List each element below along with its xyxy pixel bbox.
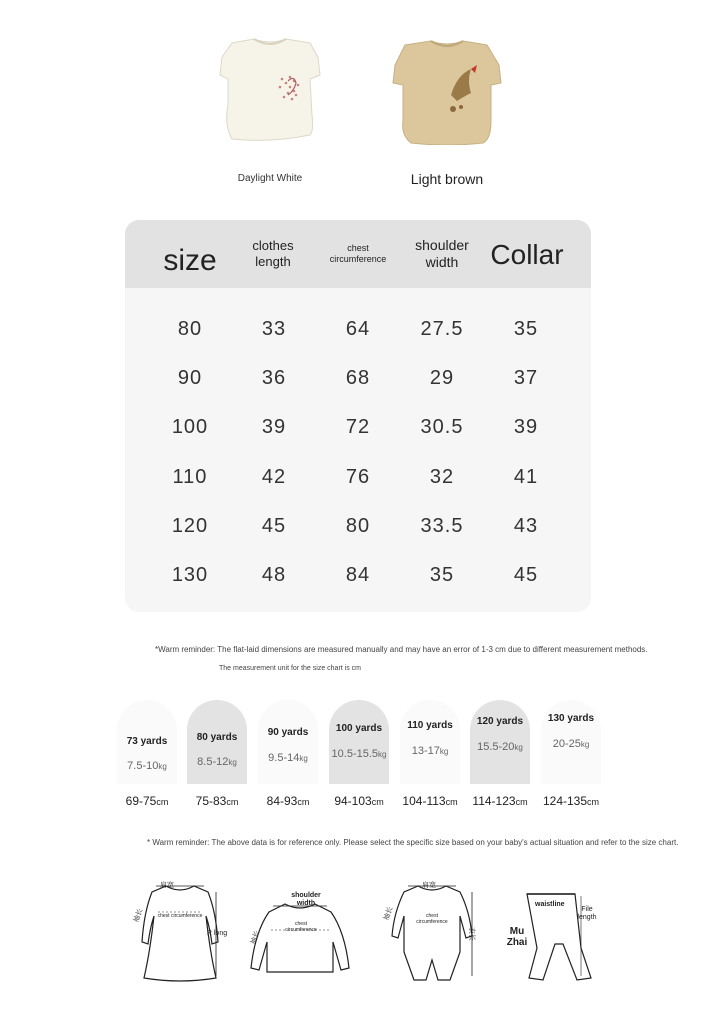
cell-chest: 80 bbox=[345, 515, 371, 537]
shoulder-label: 肩宽 bbox=[422, 882, 436, 889]
table-row bbox=[125, 514, 591, 563]
measurement-reminder: *Warm reminder: The flat-laid dimensions are measured manually and may have an error of 1-3 cm due to different measurement methods. bbox=[155, 645, 648, 654]
height-range: 94-103cm bbox=[334, 794, 384, 808]
table-row bbox=[125, 415, 591, 464]
reference-reminder: * Warm reminder: The above data is for reference only. Please select the specific size based on your baby's actual situation and refer to the size chart. bbox=[147, 838, 679, 847]
cell-shoulder: 33.5 bbox=[420, 515, 464, 537]
header-chest-circumference: chest circumference bbox=[329, 242, 387, 264]
size-card-80[interactable] bbox=[187, 700, 247, 784]
card-yards: 110 yards bbox=[407, 720, 453, 731]
cell-size: 100 bbox=[171, 416, 209, 438]
cell-clothes-length: 39 bbox=[261, 416, 287, 438]
card-yards: 90 yards bbox=[267, 727, 309, 738]
product-daylight-white[interactable] bbox=[200, 35, 340, 184]
chest-label: chest circumference bbox=[416, 913, 448, 925]
cell-size: 80 bbox=[177, 318, 203, 340]
size-table bbox=[125, 220, 591, 612]
cell-collar: 45 bbox=[513, 564, 539, 586]
dress-diagram bbox=[130, 872, 230, 987]
sleeve-label: 袖长 bbox=[382, 905, 395, 922]
card-yards: 73 yards bbox=[126, 736, 168, 747]
cell-clothes-length: 36 bbox=[261, 367, 287, 389]
length-label: File length bbox=[577, 906, 597, 921]
cell-shoulder: 27.5 bbox=[420, 318, 464, 340]
sweater-diagram bbox=[245, 872, 355, 982]
cell-collar: 35 bbox=[513, 318, 539, 340]
romper-diagram bbox=[380, 872, 480, 987]
cell-shoulder: 30.5 bbox=[420, 416, 464, 438]
card-weight: 15.5-20kg bbox=[477, 741, 523, 753]
cell-size: 130 bbox=[171, 564, 209, 586]
size-card-90[interactable] bbox=[258, 700, 318, 784]
table-header bbox=[125, 220, 591, 288]
card-yards: 130 yards bbox=[547, 713, 595, 724]
card-weight: 7.5-10kg bbox=[127, 760, 167, 772]
header-clothes-length: clothes length bbox=[252, 237, 294, 269]
cell-size: 110 bbox=[172, 466, 208, 488]
chest-label: chest circumference bbox=[157, 913, 203, 919]
height-range: 84-93cm bbox=[266, 794, 310, 808]
cell-shoulder: 32 bbox=[429, 466, 455, 488]
card-weight: 8.5-12kg bbox=[197, 756, 237, 768]
card-yards: 80 yards bbox=[196, 732, 238, 743]
cell-size: 90 bbox=[177, 367, 203, 389]
cell-chest: 64 bbox=[345, 318, 371, 340]
cell-collar: 37 bbox=[513, 367, 539, 389]
header-size: size bbox=[163, 244, 217, 278]
height-range: 114-123cm bbox=[472, 794, 528, 808]
cell-clothes-length: 45 bbox=[261, 515, 287, 537]
table-row bbox=[125, 366, 591, 415]
cell-collar: 43 bbox=[513, 515, 539, 537]
height-range: 104-113cm bbox=[402, 794, 458, 808]
cell-clothes-length: 33 bbox=[261, 318, 287, 340]
sleeve-label: 袖长 bbox=[132, 907, 145, 924]
table-row bbox=[125, 465, 591, 514]
card-yards: 120 yards bbox=[476, 716, 524, 727]
cell-chest: 72 bbox=[345, 416, 371, 438]
product-light-brown[interactable] bbox=[377, 35, 517, 187]
size-card-110[interactable] bbox=[400, 700, 460, 784]
unit-note: The measurement unit for the size chart is cm bbox=[219, 665, 361, 672]
size-card-130[interactable] bbox=[541, 700, 601, 784]
pants-diagram bbox=[505, 872, 600, 987]
crotch-label: Mu Zhai bbox=[506, 926, 528, 948]
length-label: 衣长 bbox=[467, 926, 475, 941]
shoulder-width-label: shoulder width bbox=[291, 892, 321, 907]
cell-collar: 39 bbox=[513, 416, 539, 438]
card-yards: 100 yards bbox=[335, 723, 383, 734]
size-card-73[interactable] bbox=[117, 700, 177, 784]
size-card-120[interactable] bbox=[470, 700, 530, 784]
cell-collar: 41 bbox=[513, 466, 539, 488]
chest-label: chest circumference bbox=[285, 921, 317, 933]
header-collar: Collar bbox=[490, 238, 564, 270]
cell-clothes-length: 48 bbox=[261, 564, 287, 586]
card-weight: 9.5-14kg bbox=[268, 752, 308, 764]
height-range: 75-83cm bbox=[195, 794, 239, 808]
product-caption: Daylight White bbox=[237, 173, 303, 184]
sleeve-label: 袖长 bbox=[249, 929, 262, 946]
product-caption: Light brown bbox=[410, 171, 484, 187]
card-weight: 10.5-15.5kg bbox=[331, 748, 387, 760]
brown-tshirt-image bbox=[387, 35, 507, 145]
waistline-label: waistline bbox=[535, 901, 565, 908]
cell-clothes-length: 42 bbox=[261, 466, 287, 488]
size-card-100[interactable] bbox=[329, 700, 389, 784]
height-range: 124-135cm bbox=[542, 794, 600, 808]
table-row bbox=[125, 317, 591, 366]
card-weight: 13-17kg bbox=[411, 745, 449, 757]
shoulder-label: 肩宽 bbox=[160, 882, 174, 889]
cell-chest: 76 bbox=[345, 466, 371, 488]
height-range: 69-75cm bbox=[125, 794, 169, 808]
cell-size: 120 bbox=[171, 515, 209, 537]
table-row bbox=[125, 563, 591, 612]
header-shoulder-width: shoulder width bbox=[415, 236, 469, 270]
length-label: R long bbox=[206, 930, 228, 937]
white-tshirt-image bbox=[210, 35, 330, 145]
cell-chest: 84 bbox=[345, 564, 371, 586]
cell-shoulder: 29 bbox=[429, 367, 455, 389]
card-weight: 20-25kg bbox=[552, 738, 590, 750]
cell-shoulder: 35 bbox=[429, 564, 455, 586]
cell-chest: 68 bbox=[345, 367, 371, 389]
